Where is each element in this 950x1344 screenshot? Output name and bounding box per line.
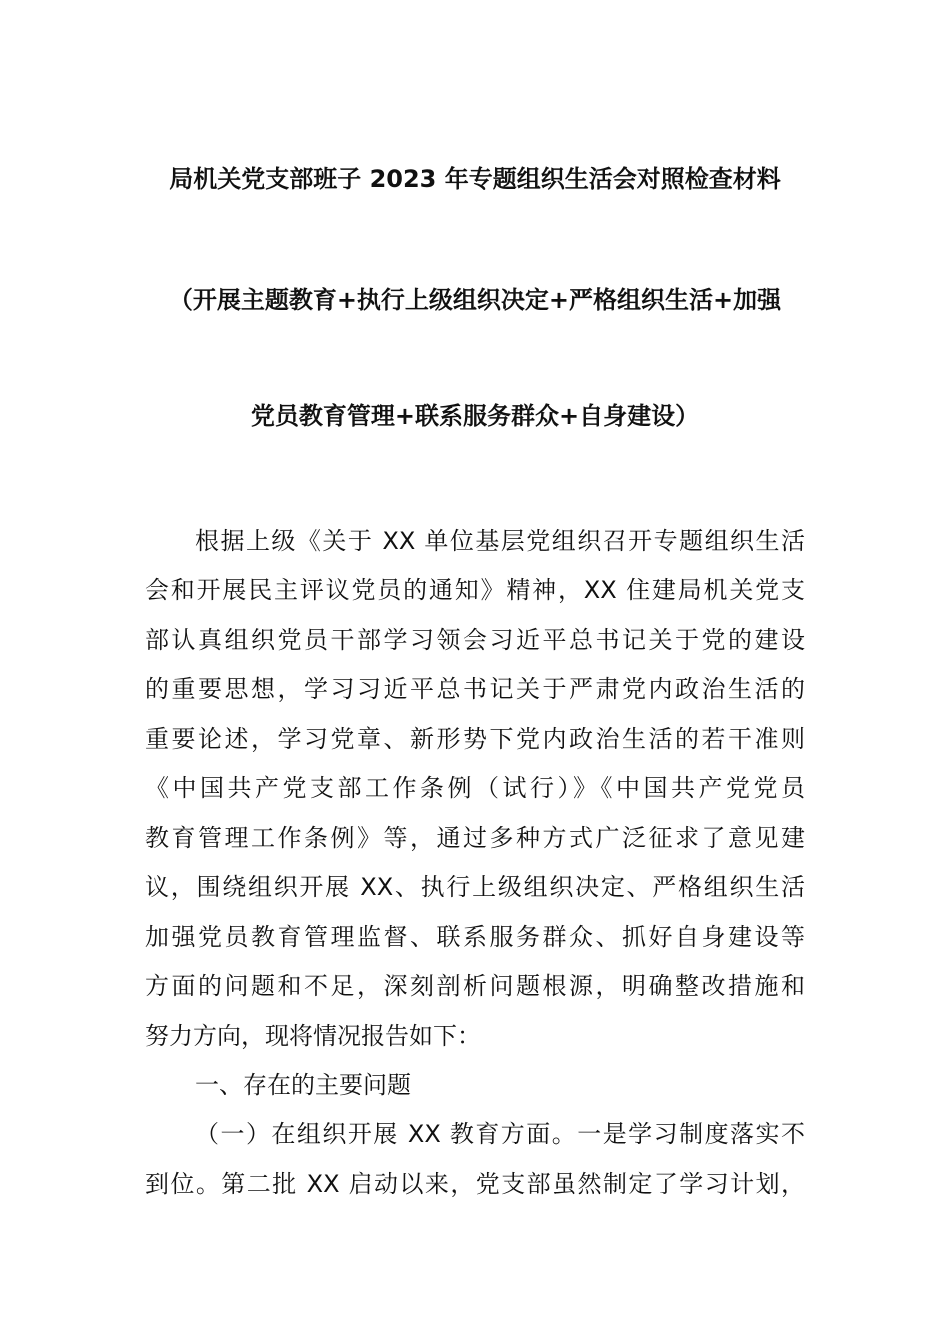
paragraph-line: 议，围绕组织开展 XX、执行上级组织决定、严格组织生活	[145, 873, 805, 901]
document-subtitle-line-1: （开展主题教育+执行上级组织决定+严格组织生活+加强	[168, 286, 782, 314]
paragraph-line: 根据上级《关于 XX 单位基层党组织召开专题组织生活	[195, 527, 805, 555]
paragraph-line: 《中国共产党支部工作条例（试行）》《中国共产党党员	[145, 774, 805, 802]
paragraph-line: 教育管理工作条例》等，通过多种方式广泛征求了意见建	[145, 824, 805, 852]
subsection-line: 到位。第二批 XX 启动以来，党支部虽然制定了学习计划，	[145, 1170, 805, 1198]
paragraph-line: 部认真组织党员干部学习领会习近平总书记关于党的建设	[145, 626, 805, 654]
paragraph-line: 方面的问题和不足，深刻剖析问题根源，明确整改措施和	[145, 972, 805, 1000]
paragraph-line: 努力方向，现将情况报告如下：	[145, 1022, 481, 1050]
paragraph-line: 加强党员教育管理监督、联系服务群众、抓好自身建设等	[145, 923, 805, 951]
document-title: 局机关党支部班子 2023 年专题组织生活会对照检查材料	[169, 165, 781, 193]
paragraph-line: 的重要思想，学习习近平总书记关于严肃党内政治生活的	[145, 675, 805, 703]
section-heading: 一、存在的主要问题	[195, 1071, 411, 1099]
document-subtitle-line-2: 党员教育管理+联系服务群众+自身建设）	[250, 402, 700, 430]
subsection-line: （一）在组织开展 XX 教育方面。一是学习制度落实不	[195, 1120, 805, 1148]
paragraph-line: 重要论述，学习党章、新形势下党内政治生活的若干准则	[145, 725, 805, 753]
paragraph-line: 会和开展民主评议党员的通知》精神，XX 住建局机关党支	[145, 576, 805, 604]
